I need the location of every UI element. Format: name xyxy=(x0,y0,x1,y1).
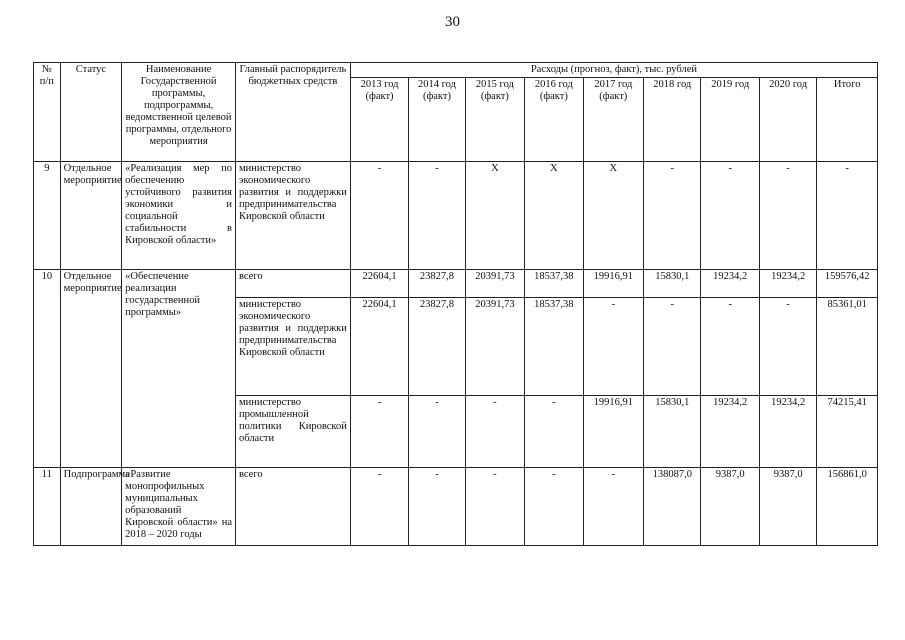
value-cell: - xyxy=(465,396,524,468)
value-cell: 156861,0 xyxy=(817,468,878,546)
row-manager: министерство промышленной политики Кировской области xyxy=(235,396,350,468)
value-cell: - xyxy=(759,162,816,270)
value-cell: - xyxy=(409,468,465,546)
value-cell: - xyxy=(350,468,408,546)
value-cell: 85361,01 xyxy=(817,298,878,396)
table-row xyxy=(34,270,878,298)
header-name: Наименование Государственной программы, подпрограммы, ведомственной целевой программы, отдельного мероприятия xyxy=(122,63,236,162)
header-total: Итого xyxy=(817,78,878,162)
value-cell: - xyxy=(817,162,878,270)
value-cell: 18537,38 xyxy=(525,298,583,396)
row-name: «Обеспечение реализации государственной программы» xyxy=(122,270,236,468)
table-row xyxy=(34,162,878,270)
header-year-2014: 2014 год (факт) xyxy=(409,78,465,162)
value-cell: - xyxy=(583,468,644,546)
header-year-2016: 2016 год (факт) xyxy=(525,78,583,162)
value-cell: 15830,1 xyxy=(644,396,701,468)
value-cell: 20391,73 xyxy=(465,270,524,298)
row-status: Отдельное мероприятие xyxy=(60,162,122,270)
value-cell: - xyxy=(350,162,408,270)
header-year-2020: 2020 год xyxy=(759,78,816,162)
header-year-2017: 2017 год (факт) xyxy=(583,78,644,162)
value-cell: 19234,2 xyxy=(701,270,759,298)
value-cell: 15830,1 xyxy=(644,270,701,298)
value-cell: 19234,2 xyxy=(759,270,816,298)
table-row xyxy=(34,468,878,546)
value-cell: - xyxy=(525,468,583,546)
budget-table xyxy=(33,62,878,546)
value-cell: 20391,73 xyxy=(465,298,524,396)
row-manager: всего xyxy=(235,270,350,298)
value-cell: - xyxy=(409,162,465,270)
value-cell: - xyxy=(350,396,408,468)
header-year-2018: 2018 год xyxy=(644,78,701,162)
value-cell: 74215,41 xyxy=(817,396,878,468)
value-cell: 19916,91 xyxy=(583,270,644,298)
value-cell: 9387,0 xyxy=(701,468,759,546)
value-cell: 159576,42 xyxy=(817,270,878,298)
row-no: 9 xyxy=(34,162,61,270)
value-cell: Х xyxy=(583,162,644,270)
header-row-top xyxy=(34,63,878,78)
page-number: 30 xyxy=(445,14,460,30)
row-manager: министерство экономического развития и поддержки предпринимательства Кировской области xyxy=(235,298,350,396)
header-manager: Главный распорядитель бюджетных средств xyxy=(235,63,350,162)
row-manager: всего xyxy=(235,468,350,546)
value-cell: 22604,1 xyxy=(350,298,408,396)
value-cell: - xyxy=(644,298,701,396)
header-year-2019: 2019 год xyxy=(701,78,759,162)
value-cell: 19234,2 xyxy=(759,396,816,468)
row-name: «Развитие монопрофильных муниципальных образований Кировской области» на 2018 – 2020 годы xyxy=(122,468,236,546)
row-no: 11 xyxy=(34,468,61,546)
header-expenses: Расходы (прогноз, факт), тыс. рублей xyxy=(350,63,877,78)
value-cell: - xyxy=(409,396,465,468)
row-name: «Реализация мер по обеспечению устойчивого развития экономики и социальной стабильности в Кировской области» xyxy=(122,162,236,270)
value-cell: 18537,38 xyxy=(525,270,583,298)
row-status: Отдельное мероприятие xyxy=(60,270,122,468)
header-no: № п/п xyxy=(34,63,61,162)
value-cell: 19234,2 xyxy=(701,396,759,468)
value-cell: 23827,8 xyxy=(409,298,465,396)
value-cell: - xyxy=(465,468,524,546)
value-cell: Х xyxy=(465,162,524,270)
value-cell: 22604,1 xyxy=(350,270,408,298)
value-cell: - xyxy=(583,298,644,396)
header-year-2015: 2015 год (факт) xyxy=(465,78,524,162)
value-cell: 138087,0 xyxy=(644,468,701,546)
row-no: 10 xyxy=(34,270,61,468)
row-manager: министерство экономического развития и поддержки предпринимательства Кировской области xyxy=(235,162,350,270)
header-status: Статус xyxy=(60,63,122,162)
value-cell: 23827,8 xyxy=(409,270,465,298)
value-cell: - xyxy=(701,298,759,396)
value-cell: 19916,91 xyxy=(583,396,644,468)
header-year-2013: 2013 год (факт) xyxy=(350,78,408,162)
value-cell: - xyxy=(759,298,816,396)
value-cell: Х xyxy=(525,162,583,270)
value-cell: - xyxy=(644,162,701,270)
value-cell: - xyxy=(525,396,583,468)
value-cell: - xyxy=(701,162,759,270)
value-cell: 9387,0 xyxy=(759,468,816,546)
row-status: Подпрограмма xyxy=(60,468,122,546)
